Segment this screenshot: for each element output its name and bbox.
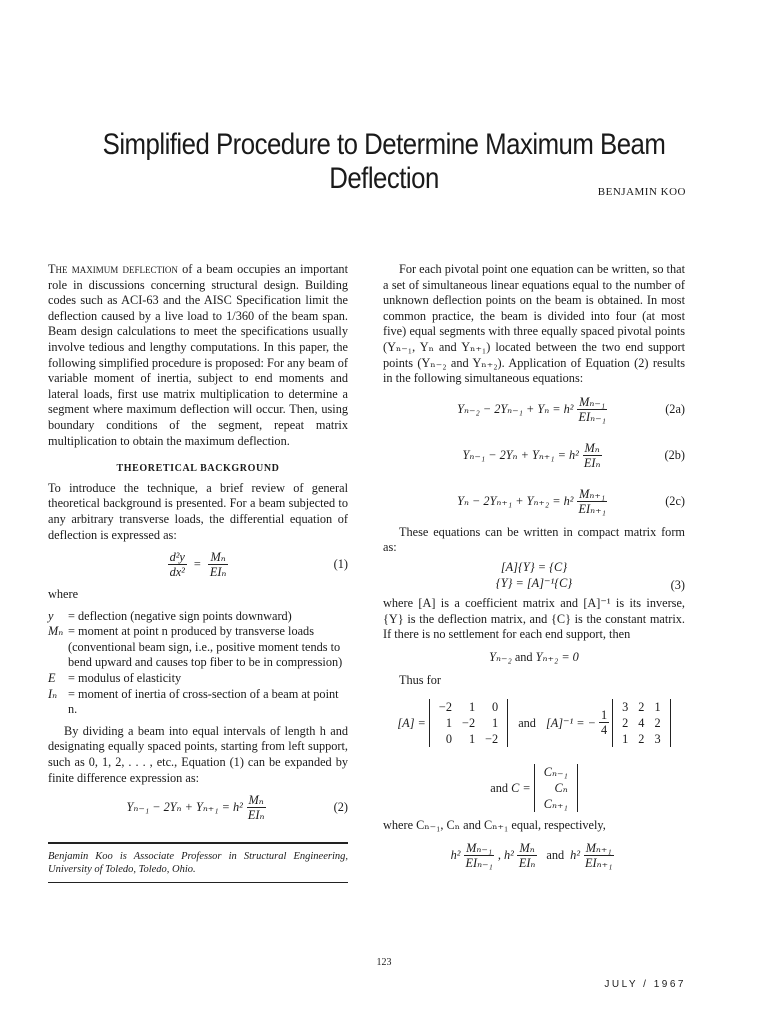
boundary-condition: Yₙ₋₂ and Yₙ₊₂ = 0 [489, 649, 579, 664]
and-label: and [518, 715, 536, 730]
definition-text: = moment at point n produced by transverse loads (conventional beam sign, i.e., positive moment tends to bend upward and causes top fiber to be in compression) [68, 624, 343, 670]
intro-text: of a beam occupies an important role in discussions concerning structural design. Building codes such as ACI-63 and the AISC Specification limit the deflection caused by a live load to 1/360 of the beam span. Beam design calculations to meet the specifications usually involve tedious and lengthy computations. In this paper, the following simplified procedure is proposed: For any beam of variable moment of inertia, subject to end moments and lateral loads, first use matrix multiplication to determine a segment where maximum deflection will occur. Then, using boundary conditions of the segment, repeat matrix multiplication to obtain the maximum deflection. [48, 262, 348, 448]
equation-3-number: (3) [670, 578, 685, 593]
definition-row [48, 624, 348, 671]
pivotal-paragraph: For each pivotal point one equation can be written, so that a set of simultaneous linear equations equal to the number of unknown deflection points on the beam is obtained. In most common practice, the beam is divided into four (at most five) equal segments with three equally spaced pivotal points (Yₙ₋₁, Yₙ and Yₙ₊₁) located between the two end support points (Yₙ₋₂ and Yₙ₊₂). Application of Equation (2) results in the following simultaneous equations: [383, 262, 685, 386]
thus-for-label: Thus for [399, 672, 442, 687]
definition-symbol: Mₙ [48, 624, 64, 639]
definition-list [48, 609, 348, 718]
equation-2b-number: (2b) [664, 447, 685, 462]
matrix-form-paragraph: These equations can be written in compact matrix form as: [383, 524, 685, 555]
author: BENJAMIN KOO [597, 186, 686, 198]
finite-difference-paragraph: By dividing a beam into equal intervals of length h and designating equally spaced points, starting from left support, such as 0, 1, 2, . . . , etc., Equation (1) can be expanded by finite difference expression as: [48, 723, 348, 785]
constants-expression: h² $\frac{\text{Mₙ₋₁}}{\text{EIₙ₋₁}}$ , h² $\frac{\text{Mₙ}}{\text{EIₙ}}$ and h² $\frac{\text{Mₙ₊₁}}{\text{EIₙ₊₁}}$ [450, 840, 613, 870]
definition-text: = modulus of elasticity [68, 671, 182, 686]
definition-row [48, 609, 348, 625]
paper-title: Simplified Procedure to Determine Maximum Beam Deflection [102, 128, 666, 195]
equation-1-number: (1) [333, 557, 348, 572]
equation-2a: Yₙ₋₂ − 2Yₙ₋₁ + Yₙ = h² $\frac{\text{Mₙ₋₁}}{\text{EIₙ₋₁}}$ (2a) [457, 394, 685, 424]
left-column [48, 262, 348, 883]
matrix-c-equation: and C = Cₙ₋₁ Cₙ Cₙ₊₁ [383, 758, 685, 818]
matrix-explanation-paragraph: where [A] is a coefficient matrix and [A]⁻¹ is its inverse, {Y} is the deflection matrix, and {C} is the constant matrix. If there is no settlement for each end support, then [383, 595, 685, 642]
constants-paragraph: where Cₙ₋₁, Cₙ and Cₙ₊₁ equal, respectively, [383, 818, 606, 833]
equation-3: [A]{Y} = {C} {Y} = [A]⁻¹{C} (3) [495, 560, 685, 593]
matrix-a-inverse: 3 2 1 2 4 2 1 2 3 [612, 699, 670, 747]
definition-text: = deflection (negative sign points downward) [68, 608, 292, 623]
right-column [383, 262, 685, 878]
definition-symbol: y [48, 608, 54, 623]
equation-2a-number: (2a) [665, 401, 685, 416]
equation-2b: Yₙ₋₁ − 2Yₙ + Yₙ₊₁ = h² $\frac{\text{Mₙ}}{\text{EIₙ}}$ (2b) [462, 440, 685, 470]
matrix-a: −2 1 0 1 −2 1 0 1 −2 [429, 699, 508, 747]
page-number: 123 [376, 957, 392, 968]
equation-2c-number: (2c) [665, 493, 685, 508]
equation-2: Yₙ₋₁ − 2Yₙ + Yₙ₊₁ = h² $\frac{\text{Mₙ}}{\text{EIₙ}}$ (2) [126, 793, 348, 823]
issue-date: JULY / 1967 [604, 979, 686, 990]
definition-text: = moment of inertia of cross-section of a beam at point n. [68, 686, 339, 717]
section-heading: THEORETICAL BACKGROUND [116, 463, 280, 475]
definition-symbol: E [48, 671, 56, 686]
intro-lead: The maximum deflection [48, 262, 178, 276]
where-label: where [48, 587, 79, 602]
equation-2c: Yₙ − 2Yₙ₊₁ + Yₙ₊₂ = h² $\frac{\text{Mₙ₊₁}}{\text{EIₙ₊₁}}$ (2c) [457, 486, 685, 516]
equation-2-number: (2) [333, 800, 348, 815]
matrix-a-equation: [A] = −2 1 0 1 −2 1 0 1 −2 and [A]⁻¹ = − $\frac{1}{4}$ 3 2 1 2 4 2 1 2 3 [383, 688, 685, 758]
equation-1: $\frac{\text{d²y}}{\text{dx²}}$ = $\frac{\text{Mₙ}}{\text{EIₙ}}$ (1) [169, 550, 348, 580]
intro-paragraph [48, 262, 348, 449]
definition-row [48, 687, 348, 718]
author-footnote-text: Benjamin Koo is Associate Professor in Structural Engineering, University of Toledo, Toledo, Ohio. [48, 851, 348, 876]
author-footnote [48, 842, 348, 883]
definition-symbol: Iₙ [48, 686, 58, 701]
definition-row [48, 671, 348, 687]
matrix-c: Cₙ₋₁ Cₙ Cₙ₊₁ [534, 764, 578, 812]
background-paragraph: To introduce the technique, a brief review of general theoretical background is presented. For a beam subjected to any arbitrary transverse loads, the differential equation of deflection is expressed as: [48, 480, 348, 542]
